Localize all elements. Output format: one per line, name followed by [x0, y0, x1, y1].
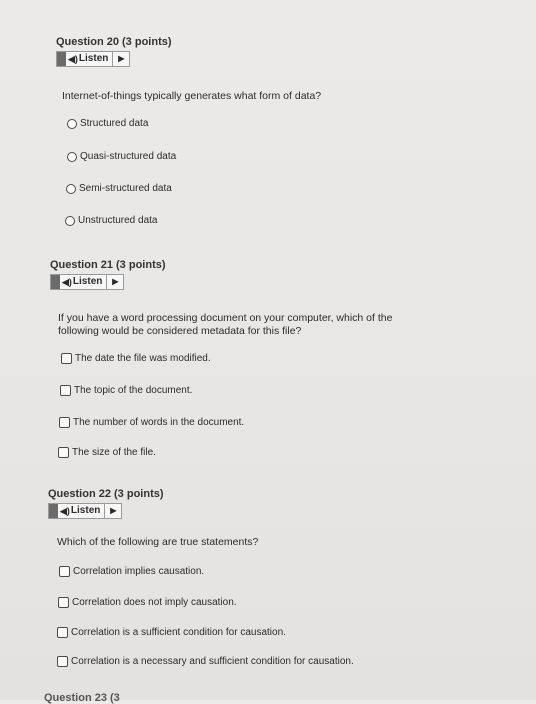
- drag-handle-icon[interactable]: [57, 52, 66, 66]
- option-label: The date the file was modified.: [75, 353, 211, 364]
- option-correlation-implies[interactable]: [59, 566, 204, 577]
- option-label: Correlation does not imply causation.: [72, 597, 237, 608]
- option-topic[interactable]: [60, 385, 192, 396]
- question-20: [56, 36, 172, 71]
- question-prompt: Internet-of-things typically generates what form of data?: [62, 90, 322, 102]
- option-semi-structured[interactable]: [66, 183, 172, 194]
- speaker-icon: ◀): [62, 276, 72, 287]
- question-prompt: Which of the following are true statements?: [57, 536, 259, 548]
- play-icon[interactable]: ▶: [118, 54, 125, 63]
- play-icon[interactable]: ▶: [110, 506, 117, 515]
- option-label: Correlation is a sufficient condition for causation.: [71, 627, 286, 638]
- option-label: Semi-structured data: [79, 183, 172, 194]
- listen-button[interactable]: [48, 503, 122, 519]
- radio-button[interactable]: [65, 216, 75, 226]
- listen-button[interactable]: [50, 274, 124, 290]
- checkbox[interactable]: [57, 656, 68, 667]
- option-unstructured[interactable]: [65, 215, 158, 226]
- checkbox[interactable]: [59, 566, 70, 577]
- listen-label: Listen: [71, 504, 105, 518]
- question-22: [48, 488, 164, 523]
- speaker-icon: ◀): [60, 505, 70, 516]
- checkbox[interactable]: [61, 353, 72, 364]
- checkbox[interactable]: [60, 385, 71, 396]
- checkbox[interactable]: [58, 597, 69, 608]
- listen-label: Listen: [73, 275, 107, 289]
- option-label: The topic of the document.: [74, 385, 193, 396]
- radio-button[interactable]: [66, 184, 76, 194]
- radio-button[interactable]: [67, 119, 77, 129]
- checkbox[interactable]: [58, 447, 69, 458]
- option-file-size[interactable]: [58, 447, 156, 458]
- play-icon[interactable]: ▶: [112, 277, 119, 286]
- option-label: Structured data: [80, 118, 149, 129]
- option-label: Unstructured data: [78, 215, 158, 226]
- question-prompt: If you have a word processing document on your computer, which of the following would be considered metadata for this file?: [58, 312, 393, 337]
- question-title: Question 20 (3 points): [56, 36, 172, 48]
- option-correlation-sufficient[interactable]: [57, 627, 286, 638]
- option-date-modified[interactable]: [61, 353, 211, 364]
- question-title: Question 22 (3 points): [48, 488, 164, 500]
- option-quasi-structured[interactable]: [67, 151, 176, 162]
- option-word-count[interactable]: [59, 417, 244, 428]
- option-structured[interactable]: [67, 118, 148, 129]
- option-label: The size of the file.: [72, 447, 156, 458]
- listen-button[interactable]: [56, 51, 130, 67]
- option-label: The number of words in the document.: [73, 417, 245, 428]
- checkbox[interactable]: [57, 627, 68, 638]
- listen-label: Listen: [79, 52, 113, 66]
- option-label: Correlation implies causation.: [73, 566, 205, 577]
- radio-button[interactable]: [67, 152, 77, 162]
- speaker-icon: ◀): [68, 53, 78, 64]
- option-label: Quasi-structured data: [80, 151, 177, 162]
- option-correlation-necessary-sufficient[interactable]: [57, 656, 354, 667]
- drag-handle-icon[interactable]: [49, 504, 58, 518]
- option-label: Correlation is a necessary and sufficient condition for causation.: [71, 656, 354, 667]
- next-question-title: Question 23 (3: [44, 692, 120, 704]
- question-title: Question 21 (3 points): [50, 259, 166, 271]
- option-correlation-not-imply[interactable]: [58, 597, 237, 608]
- question-21: [50, 259, 166, 294]
- checkbox[interactable]: [59, 417, 70, 428]
- drag-handle-icon[interactable]: [51, 275, 60, 289]
